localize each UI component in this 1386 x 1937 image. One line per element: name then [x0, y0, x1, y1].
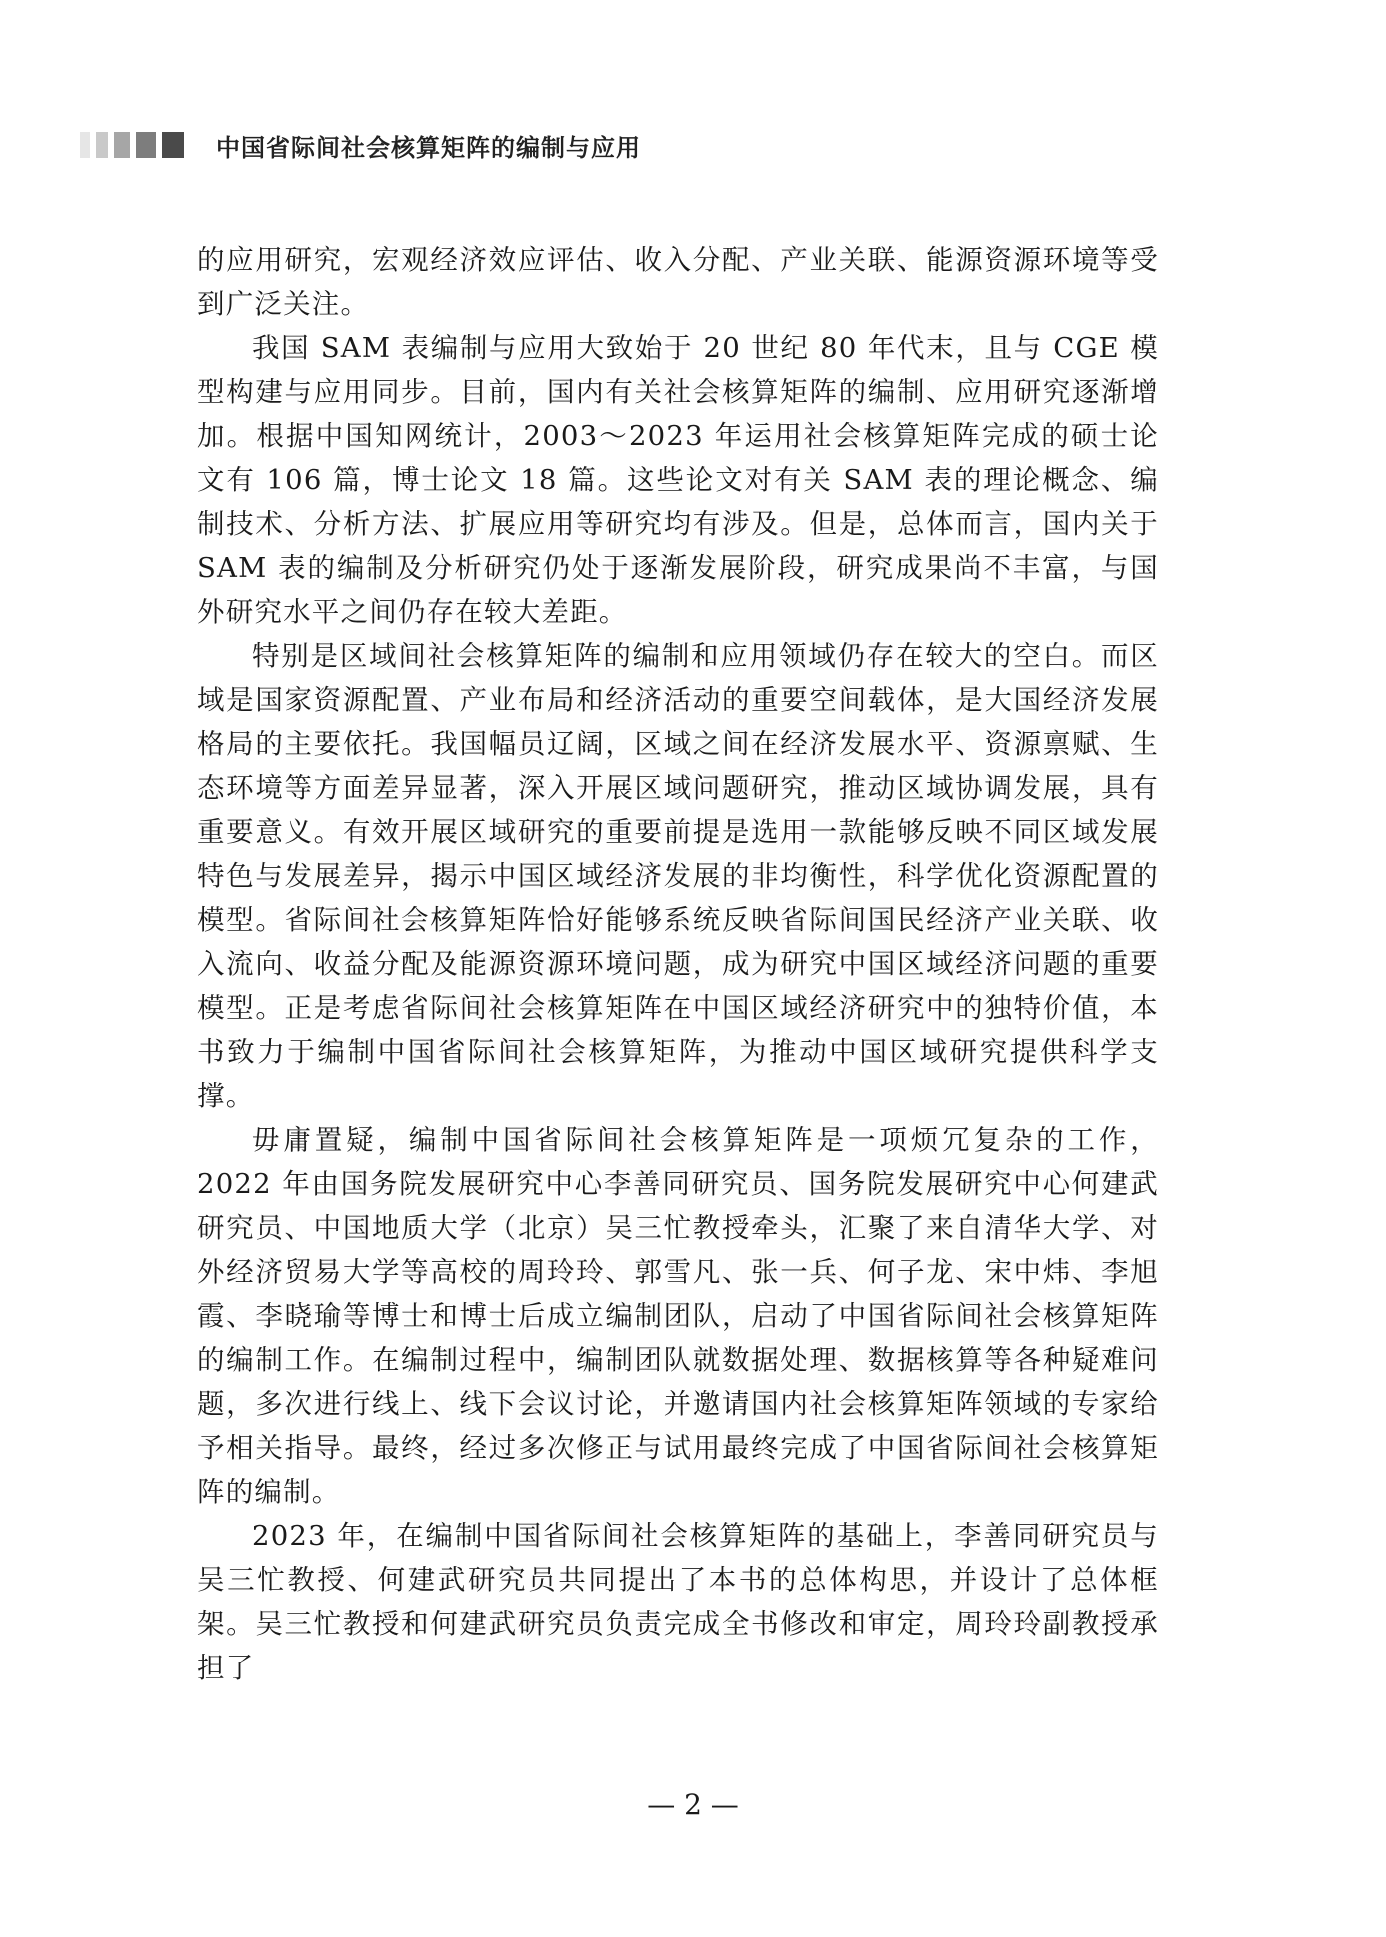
paragraph: 我国 SAM 表编制与应用大致始于 20 世纪 80 年代末，且与 CGE 模型构建与应用同步。目前，国内有关社会核算矩阵的编制、应用研究逐渐增加。根据中国知网统计，2003～2023 年运用社会核算矩阵完成的硕士论文有 106 篇，博士论文 18 篇。这些论文对有关 SAM 表的理论概念、编制技术、分析方法、扩展应用等研究均有涉及。但是，总体而言，国内关于 SAM 表的编制及分析研究仍处于逐渐发展阶段，研究成果尚不丰富，与国外研究水平之间仍存在较大差距。	[197, 332, 1159, 628]
header-block	[162, 132, 184, 158]
running-header	[80, 128, 641, 162]
paragraph: 特别是区域间社会核算矩阵的编制和应用领域仍存在较大的空白。而区域是国家资源配置、产业布局和经济活动的重要空间载体，是大国经济发展格局的主要依托。我国幅员辽阔，区域之间在经济发展水平、资源禀赋、生态环境等方面差异显著，深入开展区域问题研究，推动区域协调发展，具有重要意义。有效开展区域研究的重要前提是选用一款能够反映不同区域发展特色与发展差异，揭示中国区域经济发展的非均衡性，科学优化资源配置的模型。省际间社会核算矩阵恰好能够系统反映省际间国民经济产业关联、收入流向、收益分配及能源资源环境问题，成为研究中国区域经济问题的重要模型。正是考虑省际间社会核算矩阵在中国区域经济研究中的独特价值，本书致力于编制中国省际间社会核算矩阵，为推动中国区域研究提供科学支撑。	[197, 640, 1159, 1112]
header-decoration	[80, 132, 190, 158]
page-body	[197, 238, 1159, 1690]
book-title: 中国省际间社会核算矩阵的编制与应用	[216, 133, 641, 162]
paragraph-continuation: 的应用研究，宏观经济效应评估、收入分配、产业关联、能源资源环境等受到广泛关注。	[197, 244, 1159, 320]
header-block	[114, 132, 130, 158]
header-block	[96, 132, 108, 158]
paragraph: 毋庸置疑，编制中国省际间社会核算矩阵是一项烦冗复杂的工作，2022 年由国务院发展研究中心李善同研究员、国务院发展研究中心何建武研究员、中国地质大学（北京）吴三忙教授牵头，汇聚了来自清华大学、对外经济贸易大学等高校的周玲玲、郭雪凡、张一兵、何子龙、宋中炜、李旭霞、李晓瑜等博士和博士后成立编制团队，启动了中国省际间社会核算矩阵的编制工作。在编制过程中，编制团队就数据处理、数据核算等各种疑难问题，多次进行线上、线下会议讨论，并邀请国内社会核算矩阵领域的专家给予相关指导。最终，经过多次修正与试用最终完成了中国省际间社会核算矩阵的编制。	[197, 1124, 1159, 1508]
page-number: — 2 —	[647, 1788, 739, 1821]
header-block	[80, 132, 90, 158]
header-block	[136, 132, 156, 158]
paragraph: 2023 年，在编制中国省际间社会核算矩阵的基础上，李善同研究员与吴三忙教授、何建武研究员共同提出了本书的总体构思，并设计了总体框架。吴三忙教授和何建武研究员负责完成全书修改和审定，周玲玲副教授承担了	[197, 1520, 1159, 1684]
